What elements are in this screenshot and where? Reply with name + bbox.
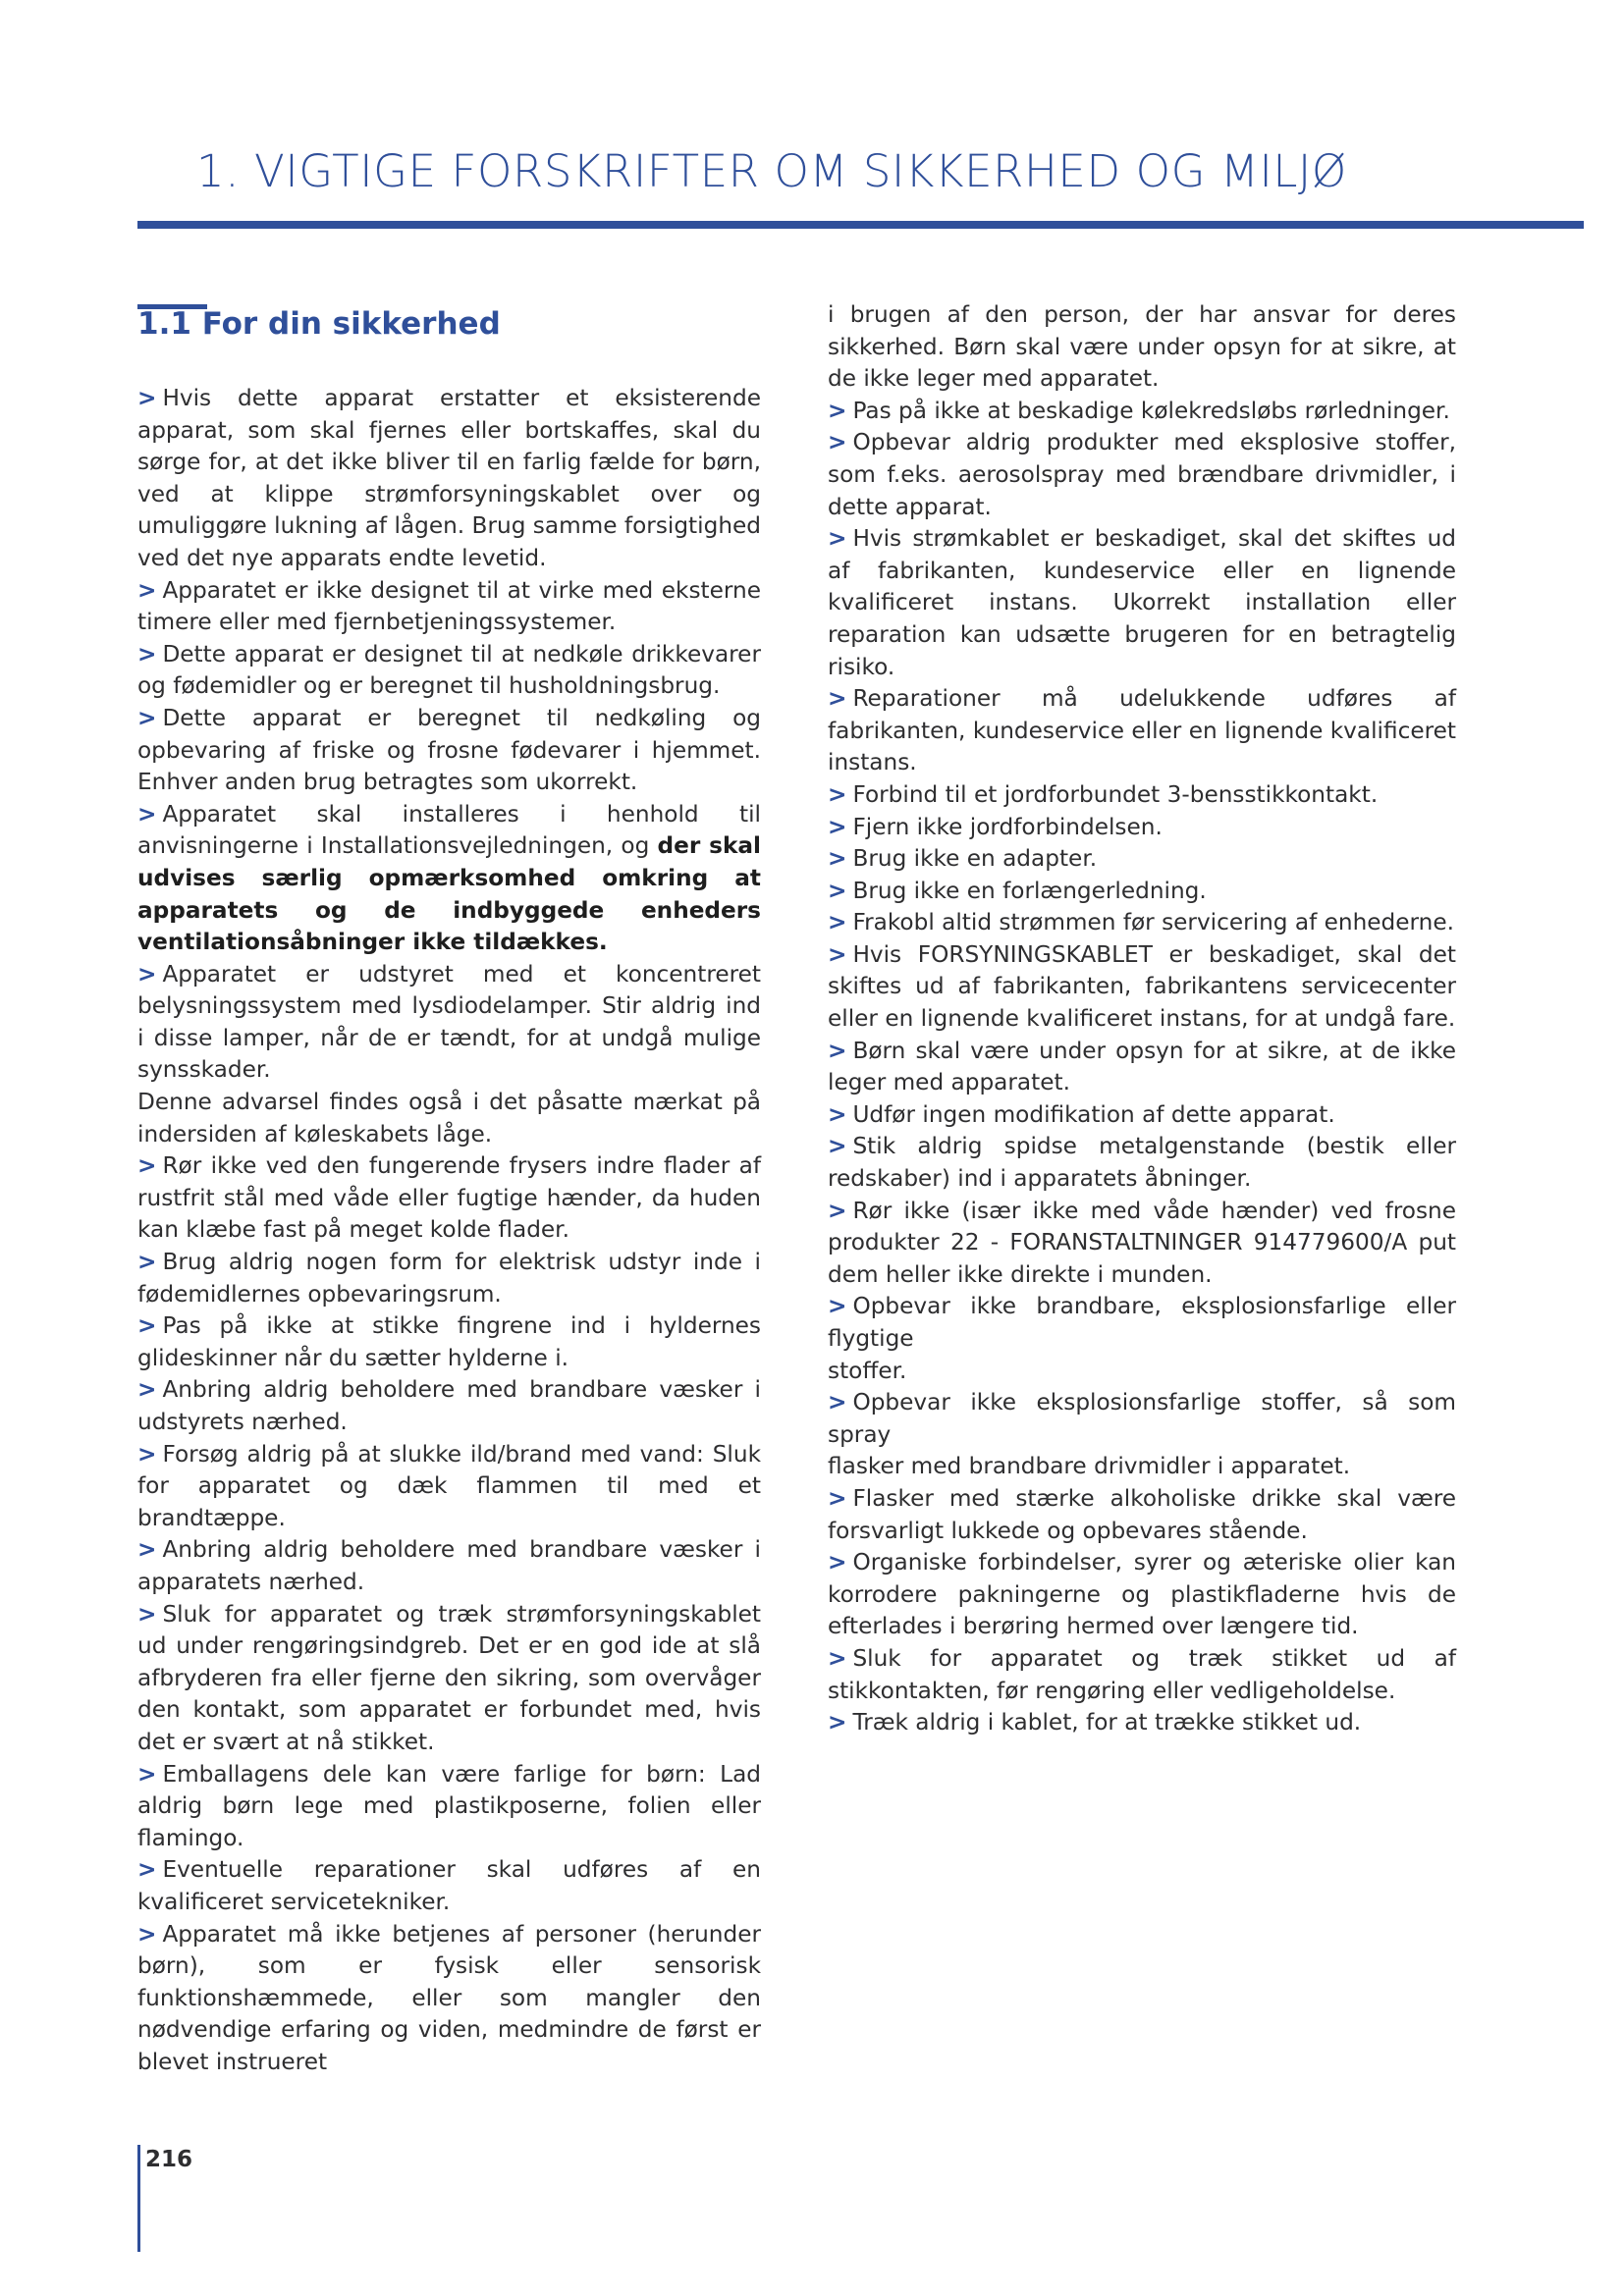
safety-list-item	[828, 523, 1456, 683]
safety-list-item	[137, 383, 761, 575]
chevron-right-icon: >	[828, 813, 847, 840]
title-rule	[137, 221, 1584, 229]
chevron-right-icon: >	[137, 1536, 157, 1564]
safety-list-item	[137, 1854, 761, 1918]
chevron-right-icon: >	[137, 385, 157, 411]
safety-list-item	[828, 1196, 1456, 1292]
item-text: Opbevar aldrig produkter med eksplosive stoffer, som f.eks. aerosolspray med brændbare drivmidler, i dette apparat.	[828, 429, 1456, 520]
safety-list-item	[828, 427, 1456, 523]
body-paragraph	[828, 299, 1456, 396]
safety-list-item	[828, 1099, 1456, 1132]
chevron-right-icon: >	[137, 640, 157, 667]
chevron-right-icon: >	[828, 429, 847, 456]
item-text: flasker med brandbare drivmidler i apparatet.	[828, 1453, 1351, 1480]
safety-list-item	[828, 1291, 1456, 1355]
item-bold-text: der skal udvises særlig opmærksomhed omkring at apparatets og de indbyggede enheders ventilationsåbninger ikke tildækkes.	[137, 832, 761, 956]
item-text: Opbevar ikke eksplosionsfarlige stoffer, så som spray	[828, 1389, 1456, 1448]
page-title: 1. VIGTIGE FORSKRIFTER OM SIKKERHED OG MILJØ	[196, 145, 1347, 197]
chevron-right-icon: >	[137, 800, 157, 828]
safety-list-item	[828, 396, 1456, 428]
item-text: Flasker med stærke alkoholiske drikke skal være forsvarligt lukkede og opbevares stående.	[828, 1484, 1456, 1544]
item-text: Brug aldrig nogen form for elektrisk udstyr inde i fødemidlernes opbevaringsrum.	[137, 1249, 761, 1308]
item-text: Forsøg aldrig på at slukke ild/brand med vand: Sluk for apparatet og dæk flammen til med et brandtæppe.	[137, 1440, 761, 1531]
section-heading: 1.1 For din sikkerhed	[137, 306, 501, 342]
item-text: Hvis FORSYNINGSKABLET er beskadiget, skal det skiftes ud af fabrikanten, fabrikantens servicecenter eller en lignende kvalificeret instans, for at undgå fare.	[828, 940, 1456, 1033]
body-paragraph	[137, 1087, 761, 1150]
item-text: Opbevar ikke brandbare, eksplosionsfarlige eller flygtige	[828, 1293, 1456, 1352]
left-column	[137, 383, 761, 2078]
item-text: Eventuelle reparationer skal udføres af en kvalificeret servicetekniker.	[137, 1856, 761, 1915]
safety-list-item	[828, 1643, 1456, 1707]
item-text: i brugen af den person, der har ansvar for deres sikkerhed. Børn skal være under opsyn for at sikre, at de ikke leger med apparatet.	[828, 301, 1456, 393]
item-text: Frakobl altid strømmen før servicering af enhederne.	[852, 909, 1455, 936]
body-paragraph	[828, 1356, 1456, 1388]
chevron-right-icon: >	[828, 1037, 847, 1064]
safety-list-item	[828, 843, 1456, 876]
right-column	[828, 299, 1456, 1739]
chevron-right-icon: >	[828, 940, 847, 968]
chevron-right-icon: >	[137, 1856, 157, 1884]
body-paragraph	[828, 1451, 1456, 1483]
chevron-right-icon: >	[828, 1293, 847, 1320]
chevron-right-icon: >	[828, 780, 847, 808]
item-text: Børn skal være under opsyn for at sikre, at de ikke leger med apparatet.	[828, 1037, 1456, 1096]
chevron-right-icon: >	[137, 1440, 157, 1468]
chevron-right-icon: >	[828, 909, 847, 936]
safety-list-item	[137, 575, 761, 639]
chevron-right-icon: >	[137, 704, 157, 731]
safety-list-item	[828, 1707, 1456, 1739]
item-text: Organiske forbindelser, syrer og æteriske olier kan korrodere pakningerne og plastikfladerne hvis de efterlades i berøring hermed over længere tid.	[828, 1549, 1456, 1640]
item-text: Udfør ingen modifikation af dette apparat.	[852, 1100, 1335, 1128]
safety-list-item	[137, 1247, 761, 1310]
chevron-right-icon: >	[828, 1100, 847, 1128]
item-text: Anbring aldrig beholdere med brandbare væsker i udstyrets nærhed.	[137, 1376, 761, 1435]
item-text: Hvis strømkablet er beskadiget, skal det skiftes ud af fabrikanten, kundeservice eller en lignende kvalificeret instans. Ukorrekt installation eller reparation kan udsætte brugeren for en betragtelig risiko.	[828, 525, 1456, 680]
chevron-right-icon: >	[137, 1249, 157, 1276]
safety-list-item	[137, 703, 761, 799]
chevron-right-icon: >	[137, 576, 157, 604]
item-text: Pas på ikke at stikke fingrene ind i hyldernes glideskinner når du sætter hylderne i.	[137, 1312, 761, 1371]
item-text: Stik aldrig spidse metalgenstande (bestik eller redskaber) ind i apparatets åbninger.	[828, 1133, 1456, 1193]
safety-list-item	[137, 639, 761, 703]
safety-list-item	[137, 1150, 761, 1247]
safety-list-item	[137, 1439, 761, 1535]
safety-list-item	[828, 812, 1456, 844]
item-text: Reparationer må udelukkende udføres af fabrikanten, kundeservice eller en lignende kvalificeret instans.	[828, 685, 1456, 776]
chevron-right-icon: >	[137, 1920, 157, 1948]
item-text: Sluk for apparatet og træk strømforsyningskablet ud under rengøringsindgreb. Det er en god ide at slå afbryderen fra eller fjerne den sikring, som overvåger den kontakt, som apparatet er forbundet med, hvis det er svært at nå stikket.	[137, 1600, 761, 1755]
safety-list-item	[137, 1374, 761, 1438]
chevron-right-icon: >	[828, 877, 847, 904]
chevron-right-icon: >	[137, 1600, 157, 1628]
item-text: Fjern ikke jordforbindelsen.	[852, 813, 1163, 840]
chevron-right-icon: >	[137, 960, 157, 988]
chevron-right-icon: >	[828, 845, 847, 873]
safety-list-item	[828, 1387, 1456, 1451]
item-text: Brug ikke en adapter.	[852, 845, 1098, 873]
safety-list-item	[137, 1759, 761, 1855]
safety-list-item	[828, 939, 1456, 1036]
item-text: stoffer.	[828, 1357, 907, 1384]
item-text: Apparatet er udstyret med et koncentreret belysningssystem med lysdiodelamper. Stir aldrig ind i disse lamper, når de er tændt, for at undgå mulige synsskader.	[137, 960, 761, 1084]
chevron-right-icon: >	[828, 1197, 847, 1224]
item-text: Dette apparat er beregnet til nedkøling og opbevaring af friske og frosne fødevarer i hjemmet. Enhver anden brug betragtes som ukorrekt.	[137, 704, 761, 796]
item-text: Apparatet må ikke betjenes af personer (herunder børn), som er fysisk eller sensorisk funktionshæmmede, eller som mangler den nødvendige erfaring og viden, medmindre de først er blevet instrueret	[137, 1920, 761, 2075]
chevron-right-icon: >	[828, 397, 847, 424]
chevron-right-icon: >	[137, 1376, 157, 1404]
item-text: Brug ikke en forlængerledning.	[852, 877, 1207, 904]
item-text: Rør ikke (især ikke med våde hænder) ved frosne produkter 22 - FORANSTALTNINGER 914779600/A put dem heller ikke direkte i munden.	[828, 1197, 1456, 1288]
safety-list-item	[137, 1534, 761, 1598]
chevron-right-icon: >	[828, 1644, 847, 1672]
safety-list-item	[828, 876, 1456, 908]
item-text: Pas på ikke at beskadige kølekredsløbs rørledninger.	[852, 397, 1450, 424]
safety-list-item	[828, 907, 1456, 939]
chevron-right-icon: >	[828, 1709, 847, 1736]
chevron-right-icon: >	[137, 1312, 157, 1340]
safety-list-item	[137, 1310, 761, 1374]
safety-list-item	[828, 1483, 1456, 1547]
chevron-right-icon: >	[828, 1389, 847, 1416]
chevron-right-icon: >	[828, 525, 847, 553]
page-number: 216	[145, 2147, 193, 2172]
page-number-rule	[137, 2145, 140, 2252]
item-text: Hvis dette apparat erstatter et eksisterende apparat, som skal fjernes eller bortskaffes, skal du sørge for, at det ikke bliver til en farlig fælde for børn, ved at klippe strømforsyningskablet over og umuliggøre lukning af lågen. Brug samme forsigtighed ved det nye apparats endte levetid.	[137, 385, 761, 571]
item-text: Træk aldrig i kablet, for at trække stikket ud.	[852, 1709, 1362, 1736]
safety-list-item	[828, 779, 1456, 812]
safety-list-item	[828, 1547, 1456, 1643]
safety-list-item	[137, 799, 761, 959]
item-text: Forbind til et jordforbundet 3-bensstikkontakt.	[852, 780, 1379, 808]
chevron-right-icon: >	[137, 1760, 157, 1788]
item-text: Emballagens dele kan være farlige for børn: Lad aldrig børn lege med plastikposerne, folien eller flamingo.	[137, 1760, 761, 1851]
chevron-right-icon: >	[828, 685, 847, 713]
safety-list-item	[137, 1919, 761, 2079]
safety-list-item	[828, 1131, 1456, 1195]
chevron-right-icon: >	[137, 1152, 157, 1180]
chevron-right-icon: >	[828, 1133, 847, 1160]
item-text: Rør ikke ved den fungerende frysers indre flader af rustfrit stål med våde eller fugtige hænder, da huden kan klæbe fast på meget kolde flader.	[137, 1152, 761, 1244]
item-text: Sluk for apparatet og træk stikket ud af stikkontakten, før rengøring eller vedligeholdelse.	[828, 1644, 1456, 1704]
chevron-right-icon: >	[828, 1484, 847, 1512]
item-text: Apparatet er ikke designet til at virke med eksterne timere eller med fjernbetjeningssystemer.	[137, 576, 761, 636]
item-text: Apparatet skal installeres i henhold til anvisningerne i Installationsvejledningen, og	[137, 800, 761, 860]
chevron-right-icon: >	[828, 1549, 847, 1576]
item-text: Anbring aldrig beholdere med brandbare væsker i apparatets nærhed.	[137, 1536, 761, 1595]
safety-list-item	[828, 683, 1456, 779]
item-text: Dette apparat er designet til at nedkøle drikkevarer og fødemidler og er beregnet til husholdningsbrug.	[137, 640, 761, 700]
safety-list-item	[828, 1036, 1456, 1099]
safety-list-item	[137, 959, 761, 1087]
item-text: Denne advarsel findes også i det påsatte mærkat på indersiden af køleskabets låge.	[137, 1089, 761, 1148]
safety-list-item	[137, 1599, 761, 1759]
